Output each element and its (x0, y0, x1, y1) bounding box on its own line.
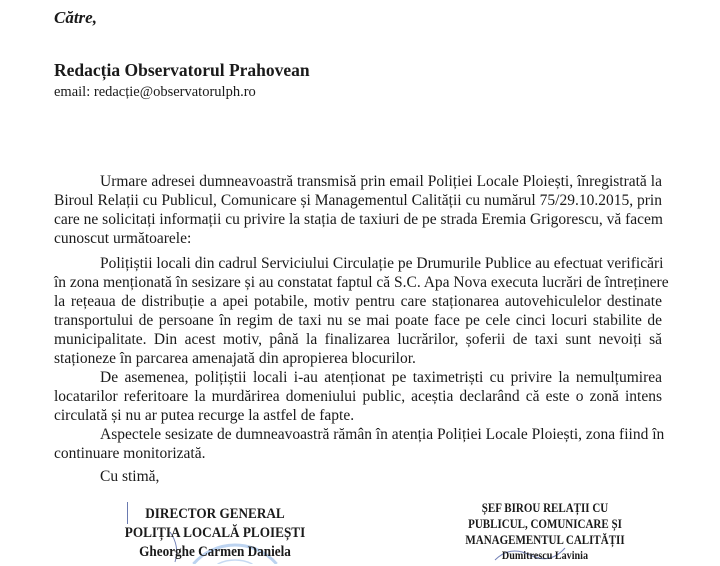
signature-right-dept2: MANAGEMENTUL CALITĂȚII (465, 533, 625, 547)
paragraph-line: la rețeaua de distribuție a apei potabile, motiv pentru care staționarea autovehiculelor destinate (54, 293, 662, 310)
paragraph-line: Polițiștii locali din cadrul Serviciului Circulație pe Drumurile Publice au efectuat verificări (100, 255, 664, 272)
paragraph-line: municipalitate. Din acest motiv, până la finalizarea lucrărilor, șoferii de taxi sunt nevoiți să (54, 331, 662, 348)
recipient-email: email: redacție@observatorulph.ro (54, 84, 256, 100)
paragraph-line: circulată și nu ar putea recurge la astfel de fapte. (54, 407, 355, 424)
paragraph-line: care ne solicitați informații cu privire la stația de taxiuri de pe strada Eremia Grigorescu, vă facem (54, 211, 663, 228)
signature-right-name: Dumitrescu Lavinia (501, 550, 589, 562)
salutation: Către, (54, 8, 97, 27)
closing: Cu stimă, (100, 468, 160, 485)
paragraph-line: locatarilor referitoare la murdărirea domeniului public, aceștia declarând că este o zonă intens (54, 388, 662, 405)
signature-left-title: DIRECTOR GENERAL (145, 506, 285, 522)
signature-left-name: Gheorghe Carmen Daniela (139, 544, 291, 560)
signature-right-dept: PUBLICUL, COMUNICARE ȘI (468, 517, 622, 531)
paragraph-line: De asemenea, polițiștii locali i-au atenționat pe taximetriști cu privire la nemulțumirea (100, 369, 662, 386)
signature-left (95, 505, 335, 562)
paragraph-line: Biroul Relații cu Publicul, Comunicare și Managementul Calității cu numărul 75/29.10.2015, prin (54, 192, 662, 209)
recipient-name: Redacția Observatorul Prahovean (54, 60, 310, 80)
signature-left-org: POLIȚIA LOCALĂ PLOIEȘTI (124, 525, 306, 541)
paragraph-line: Urmare adresei dumneavoastră transmisă prin email Poliției Locale Ploiești, înregistrată la (100, 173, 662, 190)
paragraph-line: în zona menționată în sesizare și au constatat faptul că S.C. Apa Nova executa lucrări de întreținere (54, 274, 669, 291)
paragraph-line: Aspectele sesizate de dumneavoastră rămân în atenția Poliției Locale Ploiești, zona fiind în (100, 426, 665, 443)
paragraph-line: continuare monitorizată. (54, 445, 206, 462)
paragraph-line: transportului de persoane în regim de taxi nu se mai poate face pe cele cinci locuri stabilite de (54, 312, 662, 329)
signature-right (425, 500, 665, 564)
paragraph-line: staționeze în parcarea amenajată din apropierea blocurilor. (54, 350, 416, 367)
paragraph-line: cunoscut următoarele: (54, 230, 192, 247)
signature-right-title: ȘEF BIROU RELAȚII CU (481, 501, 609, 515)
